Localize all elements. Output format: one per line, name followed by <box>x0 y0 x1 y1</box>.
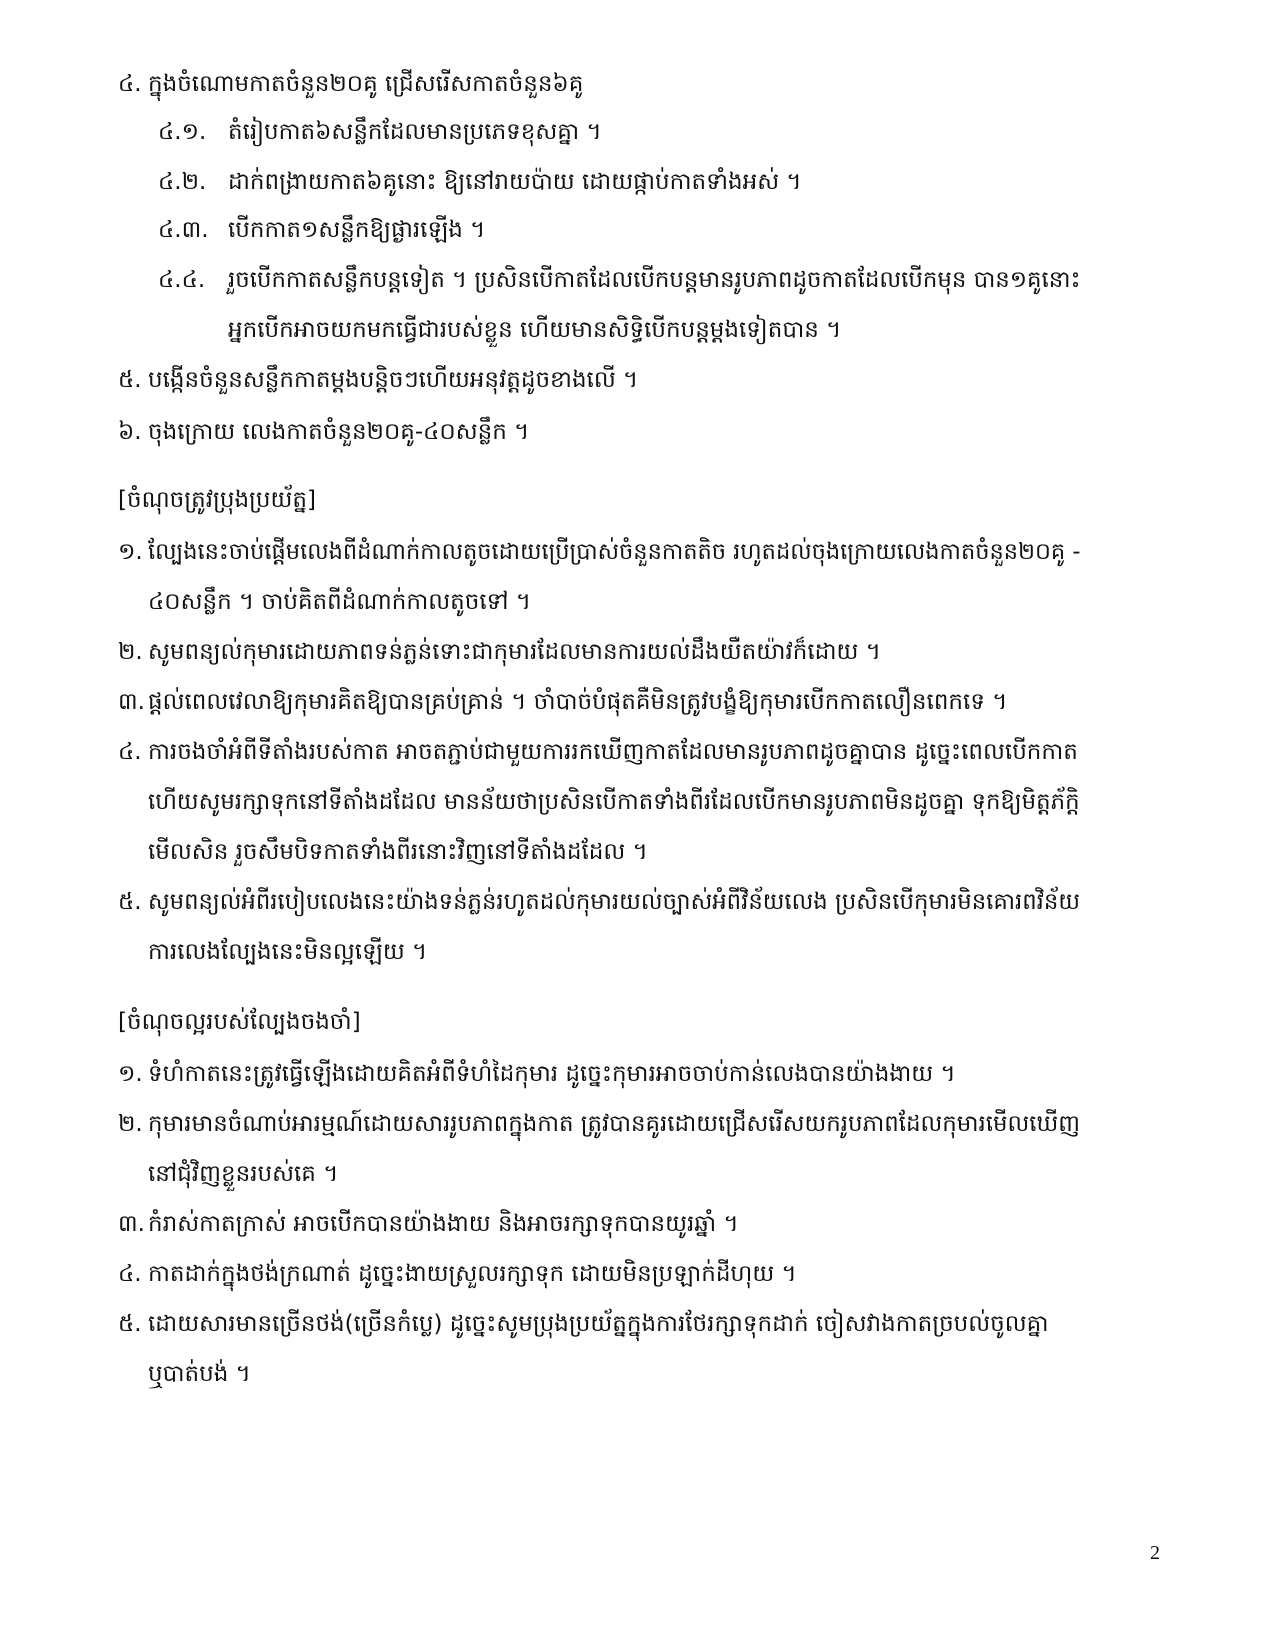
item-number: ៦. <box>118 419 142 445</box>
list-item <box>0 1046 1275 1102</box>
item-number: ១. <box>118 539 143 565</box>
item-text: សូមពន្យល់អំពីរបៀបលេងនេះយ៉ាងទន់ភ្លន់រហូតដល់កុមារយល់ច្បាស់អំពីវិន័យលេង ប្រសិនបើកុមារមិនគោរពវិន័យ <box>148 889 1081 915</box>
item-number: ២. <box>118 1111 143 1137</box>
sub-item-number: ៤.១. <box>158 119 207 145</box>
sub-item-text-continued: អ្នកបើកអាចយកមកធ្វើជារបស់ខ្លួន ហើយមានសិទ្ធិបើកបន្តម្តងទៀតបាន ។ <box>228 317 842 343</box>
sub-item-text: ដាក់ពង្រាយកាត៦គូនោះ ឱ្យនៅរាយប៉ាយ ដោយផ្កាប់កាតទាំងអស់ ។ <box>228 169 802 195</box>
list-item <box>0 524 1275 580</box>
item-text: ល្បែងនេះចាប់ផ្តើមលេងពីដំណាក់កាលតូចដោយប្រើប្រាស់ចំនួនកាតតិច រហូតដល់ចុងក្រោយលេងកាតចំនួន២០គូ - <box>148 539 1081 565</box>
item-text-continued: ឬបាត់បង់ ។ <box>148 1361 251 1387</box>
item-text: កំរាស់កាតក្រាស់ អាចបើកបានយ៉ាងងាយ និងអាចរក្សាទុកបានយូរឆ្នាំ ។ <box>148 1211 739 1237</box>
list-item <box>0 1296 1275 1352</box>
item-text: កុមារមានចំណាប់អារម្មណ៍ដោយសាររូបភាពក្នុងកាត ត្រូវបានគូរដោយជ្រើសរើសយករូបភាពដែលកុមារមើលឃើញ <box>148 1111 1080 1137</box>
list-item-continuation <box>0 1346 1275 1402</box>
sub-item-number: ៤.៤. <box>158 267 206 293</box>
list-item <box>0 352 1275 408</box>
item-number: ២. <box>118 639 143 665</box>
item-number: ១. <box>118 1061 143 1087</box>
item-number: ៣. <box>118 689 145 715</box>
sub-item-text: តំរៀបកាត៦សន្លឹកដែលមានប្រភេទខុសគ្នា ។ <box>228 119 602 145</box>
list-item <box>0 1246 1275 1302</box>
item-number: ៣. <box>118 1211 145 1237</box>
list-item <box>0 404 1275 460</box>
list-item <box>0 202 1275 258</box>
item-text: ក្នុងចំណោមកាតចំនួន២០គូ ជ្រើសរើសកាតចំនួន៦គូ <box>148 71 584 97</box>
list-item <box>0 624 1275 680</box>
item-text-continued: ហើយសូមរក្សាទុកនៅទីតាំងដដែល មានន័យថាប្រសិនបើកាតទាំងពីរដែលបើកមានរូបភាពមិនដូចគ្នា ទុកឱ្យមិត្តភ័ក្តិ <box>148 789 1080 815</box>
item-text-continued: មើលសិន រួចសឹមបិទកាតទាំងពីរនោះវិញនៅទីតាំងដដែល ។ <box>148 839 648 865</box>
list-item <box>0 1096 1275 1152</box>
sub-item-text: រួចបើកកាតសន្លឹកបន្តទៀត ។ ប្រសិនបើកាតដែលបើកបន្តមានរូបភាពដូចកាតដែលបើកមុន បាន១គូនោះ <box>228 267 1081 293</box>
list-item-continuation <box>0 774 1275 830</box>
list-item-continuation <box>0 924 1275 980</box>
item-text-continued: ការលេងល្បែងនេះមិនល្អឡើយ ។ <box>148 939 428 965</box>
list-item <box>0 104 1275 160</box>
list-item <box>0 1196 1275 1252</box>
sub-item-text: បើកកាត១សន្លឹកឱ្យផ្ងារឡើង ។ <box>228 217 486 243</box>
item-number: ៥. <box>118 367 142 393</box>
sub-item-number: ៤.៣. <box>158 217 209 243</box>
item-text: បង្កើនចំនួនសន្លឹកកាតម្តងបន្តិចៗហើយអនុវត្តដូចខាងលើ ។ <box>148 367 639 393</box>
benefits-section-heading: [ចំណុចល្អរបស់ល្បែងចងចាំ] <box>118 1009 361 1035</box>
sub-item-number: ៤.២. <box>158 169 207 195</box>
item-number: ៥. <box>118 889 142 915</box>
list-item <box>0 874 1275 930</box>
page-number: 2 <box>1150 1542 1160 1564</box>
item-text: ដោយសារមានច្រើនថង់(ច្រើនកំប្លេ) ដូច្នេះសូមប្រុងប្រយ័ត្នក្នុងការថែរក្សាទុកដាក់ ចៀសវាងកាតច្របល់ចូលគ្នា <box>148 1311 1049 1337</box>
item-text: ការចងចាំអំពីទីតាំងរបស់កាត អាចតភ្ជាប់ជាមួយការរកឃើញកាតដែលមានរូបភាពដូចគ្នាបាន ដូច្នេះពេលបើកកាត <box>148 739 1078 765</box>
list-item-continuation <box>0 302 1275 358</box>
item-text: ផ្តល់ពេលវេលាឱ្យកុមារគិតឱ្យបានគ្រប់គ្រាន់ ។ ចាំបាច់បំផុតគឺមិនត្រូវបង្ខំឱ្យកុមារបើកកាតលឿនពេកទេ ។ <box>148 689 1008 715</box>
list-item-continuation <box>0 824 1275 880</box>
item-number: ៥. <box>118 1311 142 1337</box>
item-text: ចុងក្រោយ លេងកាតចំនួន២០គូ-៤០សន្លឹក ។ <box>148 419 530 445</box>
item-text-continued: ៤០សន្លឹក ។ ចាប់គិតពីដំណាក់កាលតូចទៅ ។ <box>148 589 531 615</box>
item-number: ៤. <box>118 71 142 97</box>
item-text: សូមពន្យល់កុមារដោយភាពទន់ភ្លន់ទោះជាកុមារដែលមានការយល់ដឹងយឺតយ៉ាវក៏ដោយ ។ <box>148 639 881 665</box>
list-item-continuation <box>0 574 1275 630</box>
list-item <box>0 674 1275 730</box>
caution-section-heading: [ចំណុចត្រូវប្រុងប្រយ័ត្ន] <box>118 487 316 513</box>
list-item <box>0 724 1275 780</box>
list-item-continuation <box>0 1146 1275 1202</box>
item-number: ៤. <box>118 739 142 765</box>
item-text: ទំហំកាតនេះត្រូវធ្វើឡើងដោយគិតអំពីទំហំដៃកុមារ ដូច្នេះកុមារអាចចាប់កាន់លេងបានយ៉ាងងាយ ។ <box>148 1061 956 1087</box>
item-text: កាតដាក់ក្នុងថង់ក្រណាត់ ដូច្នេះងាយស្រួលរក្សាទុក ដោយមិនប្រឡាក់ដីហុយ ។ <box>148 1261 797 1287</box>
item-number: ៤. <box>118 1261 142 1287</box>
item-text-continued: នៅជុំវិញខ្លួនរបស់គេ ។ <box>148 1161 339 1187</box>
list-item <box>0 252 1275 308</box>
